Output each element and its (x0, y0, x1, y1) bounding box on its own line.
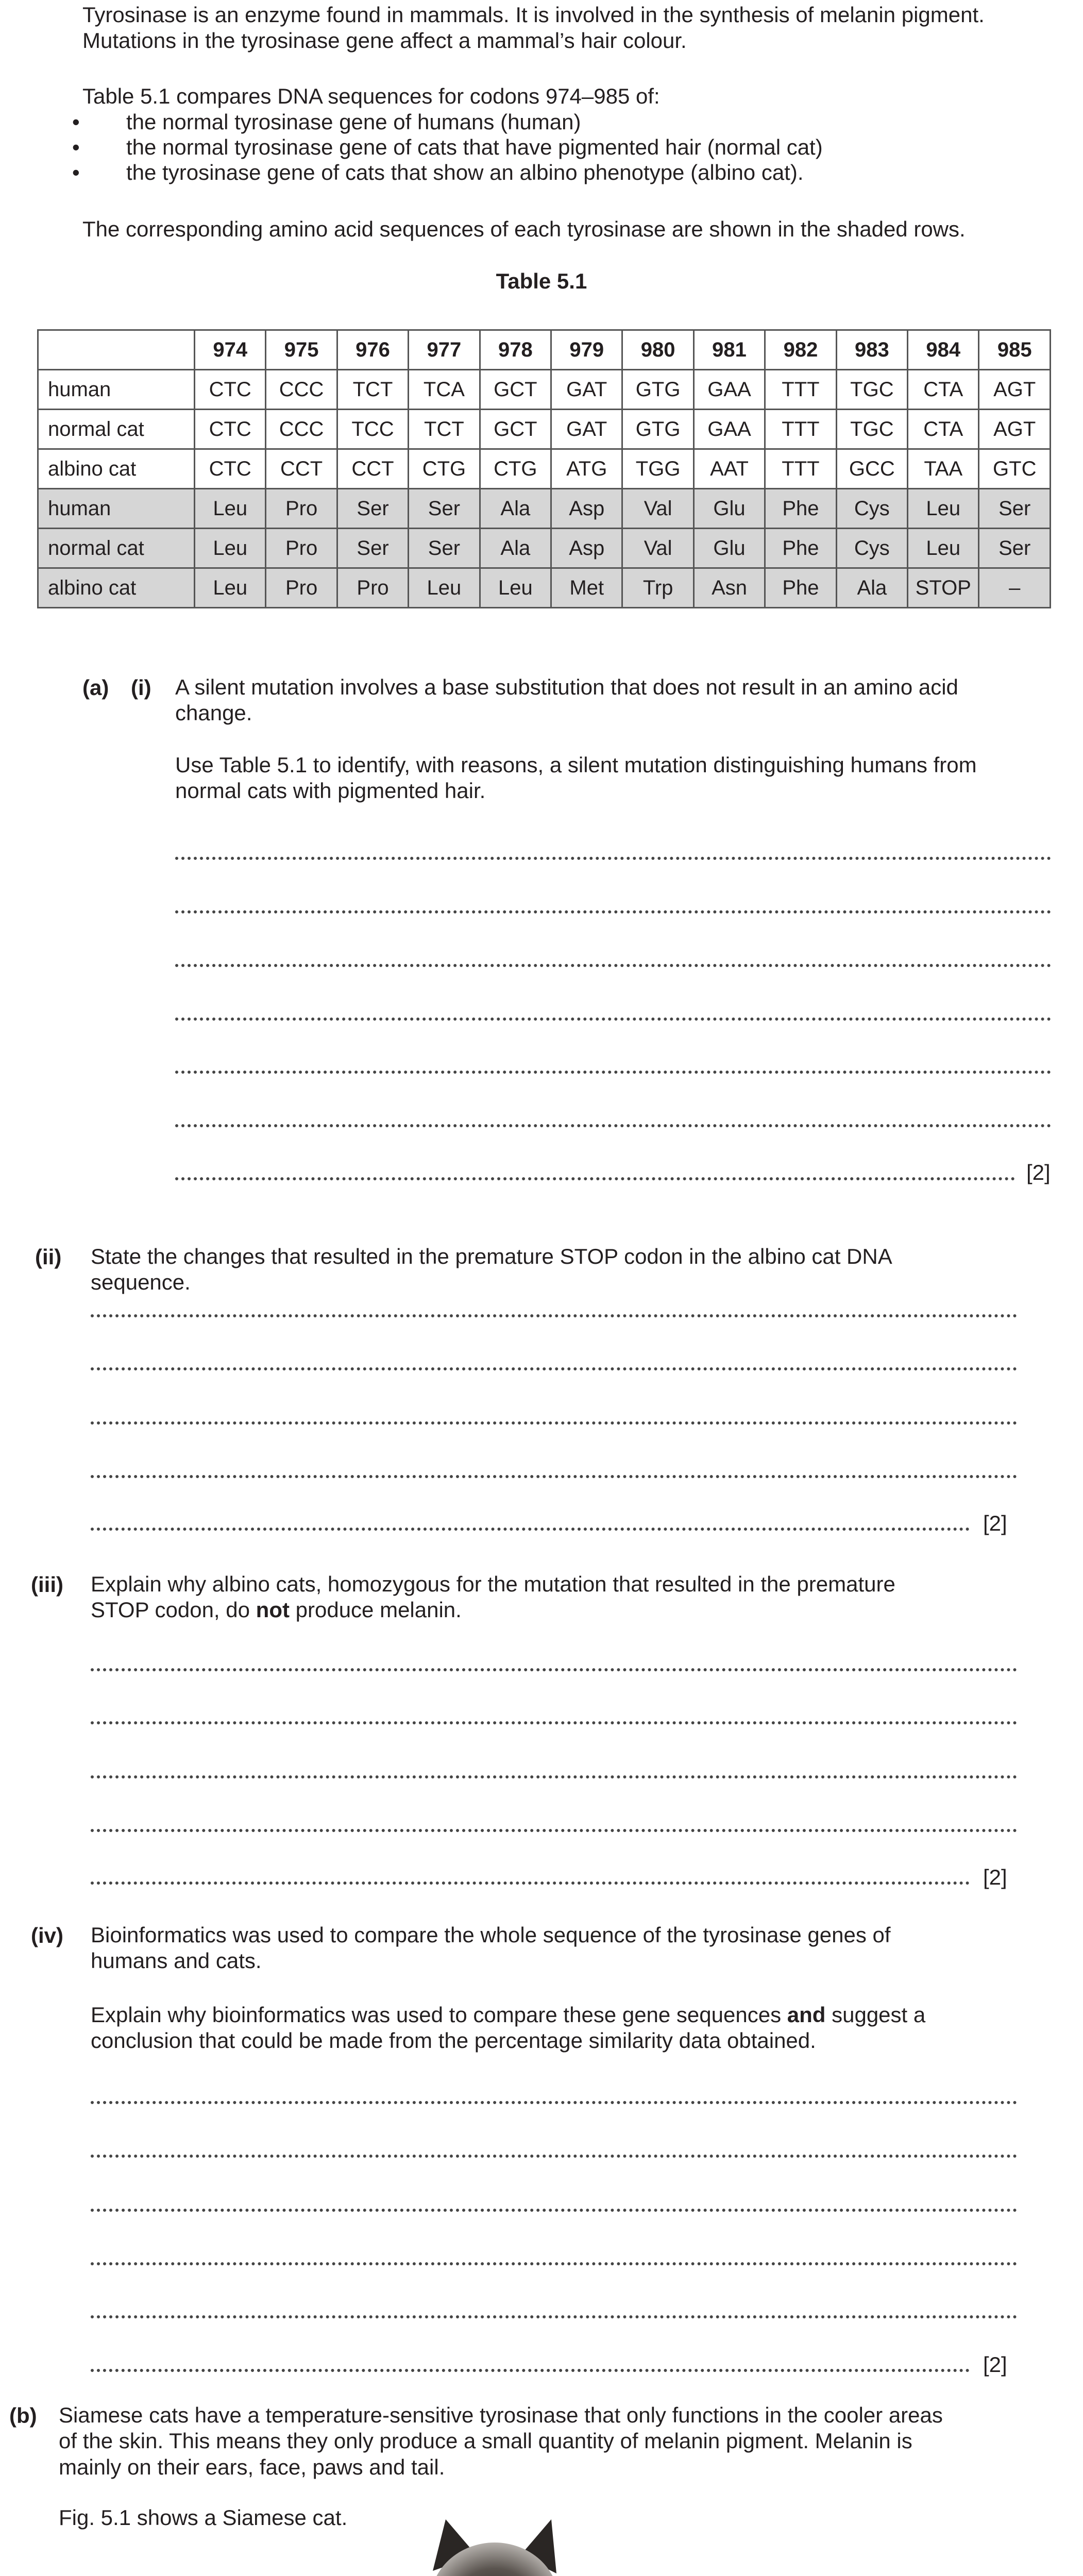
question-iv-instruction (91, 2002, 925, 2054)
question-iv-text (91, 1922, 891, 1974)
question-text-line (91, 2002, 925, 2028)
question-text-line: A silent mutation involves a base substitution that does not result in an amino acid (175, 675, 958, 699)
question-text-line: change. (175, 701, 252, 725)
intro-paragraph (82, 2, 985, 54)
table-cell: Ala (480, 529, 551, 568)
answer-line[interactable] (91, 1475, 1017, 1478)
question-iii-text (91, 1571, 895, 1623)
header-cell: 980 (622, 330, 693, 370)
question-text-line: Bioinformatics was used to compare the whole sequence of the tyrosinase genes of (91, 1923, 891, 1947)
table-cell: – (979, 568, 1051, 608)
table-cell: Leu (195, 568, 266, 608)
question-text-line: normal cats with pigmented hair. (175, 778, 486, 803)
marks-label: [2] (1026, 1160, 1051, 1184)
table-cell: TCT (409, 410, 480, 449)
header-cell: 975 (266, 330, 337, 370)
table-cell: TGC (836, 410, 907, 449)
table-cell: Leu (195, 529, 266, 568)
table-cell: Cys (836, 489, 907, 529)
table-cell: Leu (409, 568, 480, 608)
answer-line[interactable] (91, 1668, 1017, 1671)
table-cell: GCT (480, 370, 551, 410)
header-cell: 979 (551, 330, 622, 370)
table-cell: TGC (836, 370, 907, 410)
bullet-marker: • (72, 110, 80, 134)
table-cell: TCA (409, 370, 480, 410)
row-label: albino cat (38, 449, 195, 489)
table-cell: CTC (195, 449, 266, 489)
table-row-amino-acid (38, 568, 1051, 608)
table-cell: GAT (551, 370, 622, 410)
table-cell: TCT (337, 370, 408, 410)
table-cell: Met (551, 568, 622, 608)
header-cell: 974 (195, 330, 266, 370)
header-cell: 976 (337, 330, 408, 370)
question-text-line: Explain why albino cats, homozygous for the mutation that resulted in the premature (91, 1572, 895, 1596)
table-cell: Glu (693, 529, 765, 568)
answer-line[interactable] (91, 1775, 1017, 1778)
row-label: normal cat (38, 529, 195, 568)
question-text-fragment: produce melanin. (295, 1598, 462, 1622)
table-cell: Val (622, 529, 693, 568)
question-label-ii: (ii) (35, 1245, 62, 1269)
amino-acid-note: The corresponding amino acid sequences of each tyrosinase are shown in the shaded rows. (82, 217, 966, 241)
table-row-dna (38, 370, 1051, 410)
answer-line[interactable] (175, 1071, 1051, 1074)
table-cell: Glu (693, 489, 765, 529)
table-cell: GTG (622, 370, 693, 410)
table-row-dna (38, 449, 1051, 489)
question-text-fragment: STOP codon, do (91, 1598, 250, 1622)
row-label: albino cat (38, 568, 195, 608)
answer-line[interactable] (91, 2101, 1017, 2104)
row-label: normal cat (38, 410, 195, 449)
table-cell: Leu (908, 489, 979, 529)
question-text-line: conclusion that could be made from the percentage similarity data obtained. (91, 2028, 816, 2053)
answer-line[interactable] (91, 2209, 1017, 2212)
table-cell: AAT (693, 449, 765, 489)
answer-line[interactable] (91, 1528, 970, 1531)
table-cell: Leu (480, 568, 551, 608)
question-label-iii: (iii) (31, 1572, 63, 1597)
answer-line[interactable] (91, 1829, 1017, 1832)
answer-line[interactable] (175, 857, 1051, 860)
answer-line[interactable] (91, 1721, 1017, 1724)
table-cell: GAT (551, 410, 622, 449)
question-text-line: mainly on their ears, face, paws and tail. (59, 2454, 445, 2479)
table-cell: TAA (908, 449, 979, 489)
bullet-item: the normal tyrosinase gene of cats that have pigmented hair (normal cat) (126, 135, 823, 159)
header-cell: 984 (908, 330, 979, 370)
marks-label: [2] (983, 1865, 1007, 1889)
table-cell: Ala (480, 489, 551, 529)
answer-line[interactable] (91, 2315, 1017, 2318)
row-label: human (38, 489, 195, 529)
question-text-line: of the skin. This means they only produce a small quantity of melanin pigment. Melanin is (59, 2429, 912, 2453)
table-cell: Val (622, 489, 693, 529)
table-cell: CTG (409, 449, 480, 489)
intro-line-1: Tyrosinase is an enzyme found in mammals. It is involved in the synthesis of melanin pigment. (82, 3, 985, 27)
answer-line[interactable] (91, 1882, 970, 1885)
question-text-line: sequence. (91, 1270, 191, 1295)
question-ii-text (91, 1244, 892, 1296)
table-cell: Pro (266, 489, 337, 529)
answer-line[interactable] (91, 2369, 970, 2372)
question-text-fragment: suggest a (832, 2003, 926, 2027)
table-cell: Phe (765, 529, 836, 568)
table-cell: Ser (409, 489, 480, 529)
table-cell: Asp (551, 489, 622, 529)
table-cell: GTC (979, 449, 1051, 489)
table-cell: CCT (337, 449, 408, 489)
answer-line[interactable] (175, 1177, 1015, 1180)
answer-line[interactable] (175, 964, 1051, 967)
table-cell: TTT (765, 410, 836, 449)
table-cell: AGT (979, 370, 1051, 410)
answer-line[interactable] (175, 1124, 1051, 1127)
table-cell: Ser (337, 489, 408, 529)
table-cell: Cys (836, 529, 907, 568)
question-label-iv: (iv) (31, 1923, 63, 1947)
cat-image (392, 2514, 618, 2576)
answer-line[interactable] (175, 1018, 1051, 1021)
header-cell (38, 330, 195, 370)
question-a-i-text (175, 674, 958, 726)
answer-line[interactable] (175, 910, 1051, 913)
table-cell: TCC (337, 410, 408, 449)
table-cell: Ser (409, 529, 480, 568)
table-cell: CTC (195, 370, 266, 410)
table-cell: GCC (836, 449, 907, 489)
emphasis-not: not (256, 1598, 290, 1622)
table-cell: GTG (622, 410, 693, 449)
table-cell: Pro (266, 529, 337, 568)
table-cell: CTA (908, 410, 979, 449)
siamese-cat-photo (392, 2514, 618, 2576)
header-cell: 977 (409, 330, 480, 370)
table-cell: Ala (836, 568, 907, 608)
table-header-row (38, 330, 1051, 370)
table-cell: Pro (337, 568, 408, 608)
table-cell: TGG (622, 449, 693, 489)
table-cell: STOP (908, 568, 979, 608)
answer-line[interactable] (91, 2155, 1017, 2158)
table-cell: Pro (266, 568, 337, 608)
bullet-item: the normal tyrosinase gene of humans (human) (126, 110, 581, 134)
table-intro: Table 5.1 compares DNA sequences for codons 974–985 of: (82, 84, 660, 108)
question-text-line: humans and cats. (91, 1948, 262, 1973)
table-cell: Leu (908, 529, 979, 568)
table-cell: CCC (266, 370, 337, 410)
header-cell: 985 (979, 330, 1051, 370)
table-cell: CTG (480, 449, 551, 489)
table-cell: Asp (551, 529, 622, 568)
question-b-text (59, 2402, 943, 2480)
table-cell: CCT (266, 449, 337, 489)
table-cell: TTT (765, 370, 836, 410)
answer-line[interactable] (91, 1367, 1017, 1370)
table-cell: Ser (979, 489, 1051, 529)
question-text-line: State the changes that resulted in the premature STOP codon in the albino cat DNA (91, 1244, 892, 1268)
table-row-amino-acid (38, 489, 1051, 529)
bullet-marker: • (72, 160, 80, 184)
table-cell: TTT (765, 449, 836, 489)
table-cell: Ser (337, 529, 408, 568)
table-row-amino-acid (38, 529, 1051, 568)
question-text-line: Use Table 5.1 to identify, with reasons, a silent mutation distinguishing humans from (175, 753, 977, 777)
answer-line[interactable] (91, 1314, 1017, 1317)
table-cell: CCC (266, 410, 337, 449)
emphasis-and: and (787, 2003, 826, 2027)
table-cell: Leu (195, 489, 266, 529)
table-cell: AGT (979, 410, 1051, 449)
question-label-i: (i) (131, 675, 151, 700)
table-cell: Trp (622, 568, 693, 608)
marks-label: [2] (983, 2352, 1007, 2377)
table-cell: Phe (765, 568, 836, 608)
codon-table (37, 329, 1051, 608)
bullet-marker: • (72, 135, 80, 159)
question-label-b: (b) (9, 2403, 37, 2428)
intro-line-2: Mutations in the tyrosinase gene affect a mammal’s hair colour. (82, 28, 687, 53)
table-cell: CTA (908, 370, 979, 410)
table-cell: CTC (195, 410, 266, 449)
row-label: human (38, 370, 195, 410)
header-cell: 983 (836, 330, 907, 370)
table-cell: GCT (480, 410, 551, 449)
table-cell: Ser (979, 529, 1051, 568)
figure-intro: Fig. 5.1 shows a Siamese cat. (59, 2505, 348, 2530)
header-cell: 978 (480, 330, 551, 370)
bullet-item: the tyrosinase gene of cats that show an albino phenotype (albino cat). (126, 160, 804, 184)
table-cell: Asn (693, 568, 765, 608)
question-text-fragment: Explain why bioinformatics was used to compare these gene sequences (91, 2003, 782, 2027)
question-text-line: Siamese cats have a temperature-sensitive tyrosinase that only functions in the cooler areas (59, 2403, 943, 2427)
answer-line[interactable] (91, 1421, 1017, 1425)
question-text-line (91, 1597, 895, 1623)
table-caption: Table 5.1 (496, 269, 587, 293)
table-row-dna (38, 410, 1051, 449)
table-cell: ATG (551, 449, 622, 489)
table-cell: Phe (765, 489, 836, 529)
answer-line[interactable] (91, 2262, 1017, 2265)
table-cell: GAA (693, 370, 765, 410)
question-label-a: (a) (82, 675, 109, 700)
marks-label: [2] (983, 1511, 1007, 1535)
table-cell: GAA (693, 410, 765, 449)
header-cell: 982 (765, 330, 836, 370)
header-cell: 981 (693, 330, 765, 370)
question-a-i-instruction (175, 752, 977, 804)
